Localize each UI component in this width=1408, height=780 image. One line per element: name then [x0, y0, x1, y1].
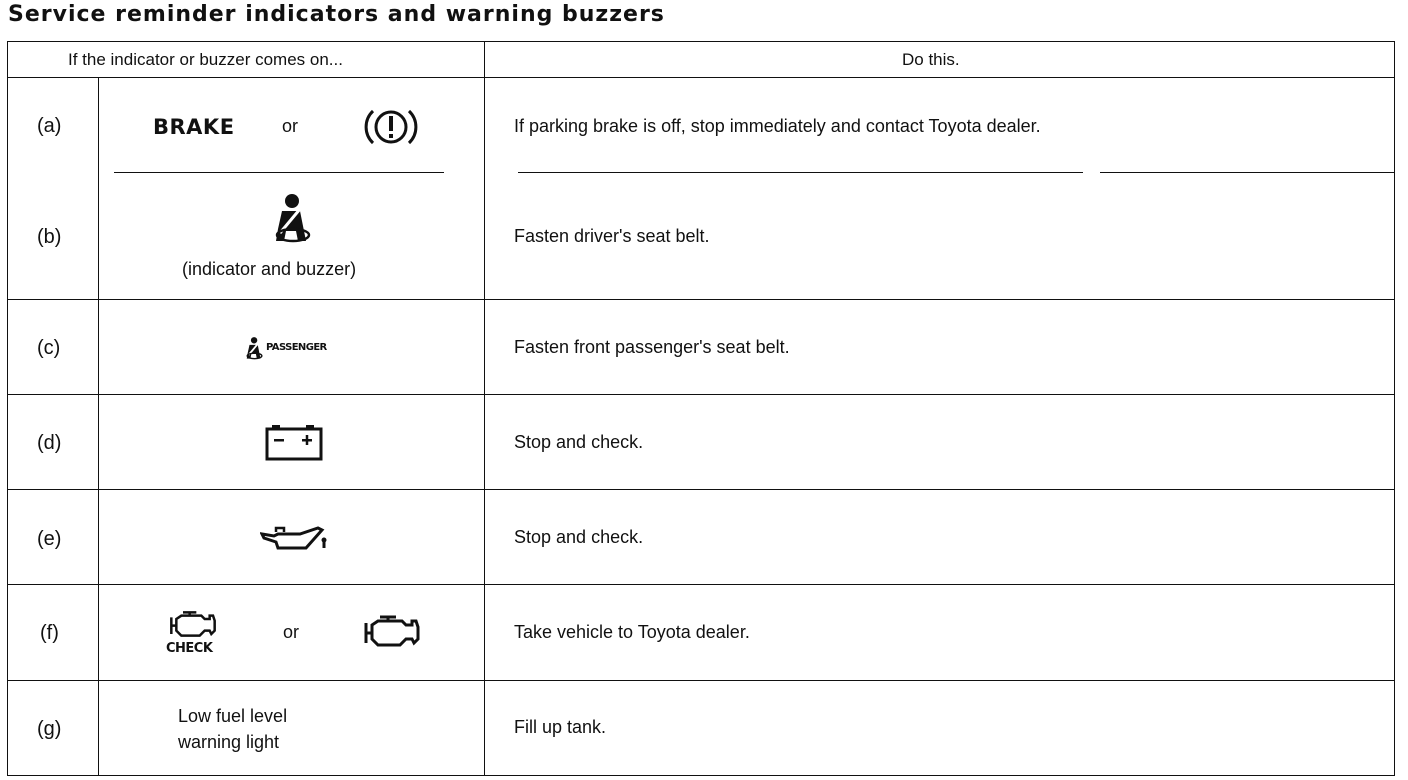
indicator-note: (indicator and buzzer): [182, 259, 357, 279]
battery-icon: [264, 423, 324, 463]
row-divider: [7, 394, 1395, 395]
engine-icon: [362, 611, 422, 651]
row-label: (a): [37, 115, 62, 137]
seat-belt-icon: [270, 193, 318, 247]
row-divider: [7, 584, 1395, 585]
row-divider: [7, 680, 1395, 681]
action-text: Stop and check.: [514, 432, 644, 452]
seat-belt-icon: [244, 336, 266, 362]
row-divider: [7, 489, 1395, 490]
brake-warning-icon: [362, 105, 420, 149]
action-text: Fasten front passenger's seat belt.: [514, 337, 790, 357]
header-divider: [7, 77, 1395, 78]
column-divider: [484, 41, 485, 776]
header-action: Do this.: [902, 50, 960, 69]
fuel-warning-text: Low fuel level warning light: [178, 706, 288, 752]
row-label: (g): [37, 718, 62, 740]
passenger-text: PASSENGER: [266, 342, 327, 353]
action-text: Fill up tank.: [514, 717, 607, 737]
engine-icon: [168, 607, 218, 641]
action-text: Fasten driver's seat belt.: [514, 226, 710, 246]
action-text: Stop and check.: [514, 527, 644, 547]
oil-can-icon: [260, 524, 332, 554]
action-text: Take vehicle to Toyota dealer.: [514, 622, 750, 642]
brake-text: BRAKE: [153, 115, 235, 139]
row-divider: [1100, 172, 1395, 173]
row-label: (f): [40, 622, 59, 644]
or-text: or: [282, 116, 299, 136]
page-title: Service reminder indicators and warning buzzers: [8, 2, 665, 27]
row-label: (c): [37, 337, 61, 359]
row-divider: [7, 299, 1395, 300]
check-text: CHECK: [166, 641, 213, 656]
header-indicator: If the indicator or buzzer comes on...: [68, 50, 343, 69]
row-label: (b): [37, 226, 62, 248]
or-text: or: [283, 622, 300, 642]
row-label: (e): [37, 528, 62, 550]
row-divider: [518, 172, 1083, 173]
row-divider: [114, 172, 444, 173]
indicator-table: [7, 41, 1395, 776]
row-label: (d): [37, 432, 62, 454]
action-text: If parking brake is off, stop immediately and contact Toyota dealer.: [514, 116, 1041, 136]
column-divider: [98, 78, 99, 776]
